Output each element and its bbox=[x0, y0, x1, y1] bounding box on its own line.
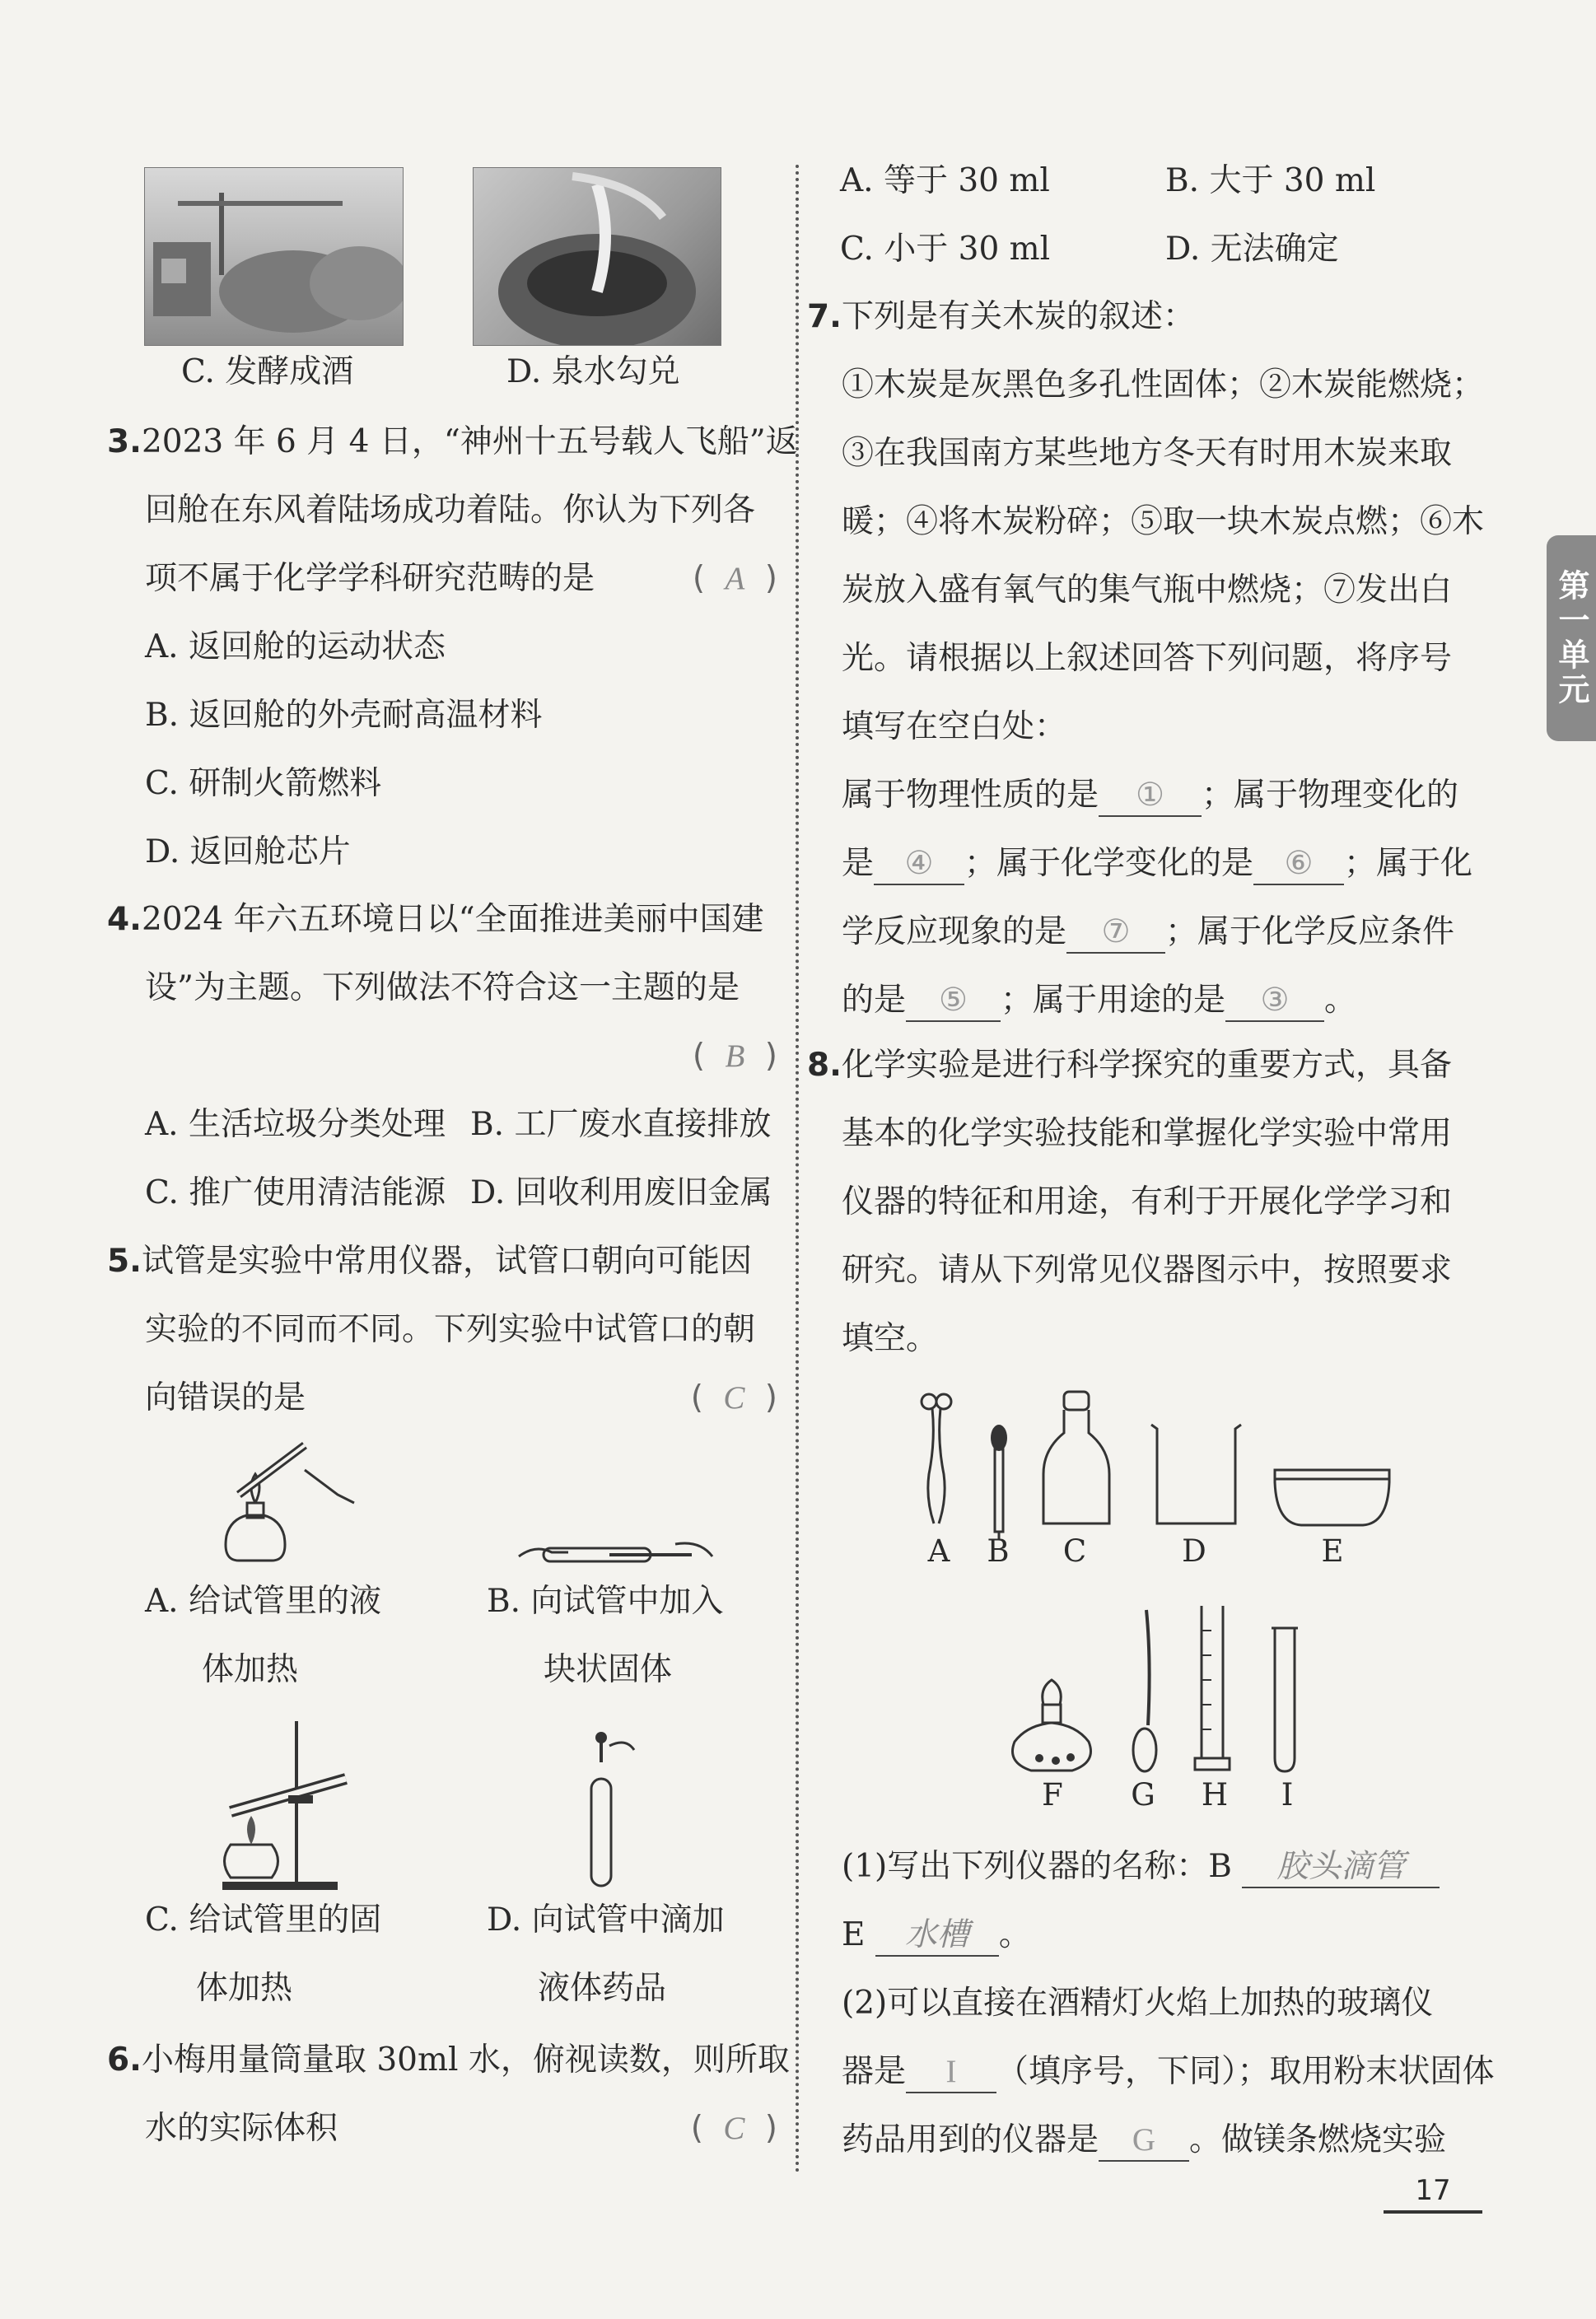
question-number: 5. bbox=[107, 1243, 142, 1280]
question-text: ③在我国南方某些地方冬天有时用木炭来取 bbox=[842, 435, 1453, 472]
question-text: 项不属于化学学科研究范畴的是 bbox=[145, 560, 595, 597]
option-b: B. 工厂废水直接排放 bbox=[470, 1106, 772, 1143]
answer-bracket: ( A ) bbox=[692, 560, 782, 597]
question-text: 填空。 bbox=[842, 1320, 939, 1357]
question-text: 实验的不同而不同。下列实验中试管口的朝 bbox=[145, 1311, 756, 1348]
test-tube-figure bbox=[1268, 1626, 1301, 1775]
question-5 bbox=[107, 1227, 782, 1432]
part-2-text: 。做镁条燃烧实验 bbox=[1189, 2121, 1447, 2158]
answer-blank-5: ⑤ bbox=[906, 982, 1001, 1022]
question-text: 研究。请从下列常见仪器图示中，按照要求 bbox=[842, 1252, 1453, 1289]
dropping-liquid-figure bbox=[576, 1729, 642, 1894]
answer-blank-heating: I bbox=[906, 2053, 996, 2093]
answer-blank-powder: G bbox=[1099, 2121, 1189, 2162]
option-c: C. 推广使用清洁能源 bbox=[145, 1174, 446, 1211]
handwritten-answer: A bbox=[725, 561, 750, 596]
fermentation-photo-drawing bbox=[145, 168, 403, 345]
question-text: 基本的化学实验技能和掌握化学实验中常用 bbox=[842, 1115, 1453, 1152]
figure-label-g: G bbox=[1131, 1777, 1155, 1813]
question-text: 回舱在东风着陆场成功着陆。你认为下列各 bbox=[145, 492, 756, 529]
graduated-cylinder-figure bbox=[1192, 1606, 1233, 1775]
figure-label-b: B bbox=[987, 1533, 1010, 1569]
question-text: 暖；④将木炭粉碎；⑤取一块木炭点燃；⑥木 bbox=[842, 503, 1485, 540]
option-d: D. 无法确定 bbox=[1165, 231, 1339, 268]
option-d: D. 向试管中滴加 bbox=[487, 1901, 725, 1939]
question-text: 下列是有关木炭的叙述： bbox=[841, 298, 1195, 335]
question-number: 4. bbox=[107, 901, 142, 938]
question-text: 仪器的特征和用途，有利于开展化学学习和 bbox=[842, 1183, 1453, 1220]
fill-text: ；属于化学变化的是 bbox=[964, 845, 1254, 882]
heating-solid-figure bbox=[206, 1721, 371, 1894]
question-6-options bbox=[824, 147, 1491, 283]
dropper-figure bbox=[987, 1425, 1011, 1540]
fill-text: 属于物理性质的是 bbox=[842, 777, 1099, 814]
alcohol-lamp-figure bbox=[1006, 1680, 1097, 1775]
answer-blank-4: ⑦ bbox=[1066, 913, 1165, 954]
question-5-options-bottom bbox=[107, 1886, 782, 2023]
question-number: 3. bbox=[107, 423, 142, 460]
water-trough-figure bbox=[1272, 1466, 1392, 1528]
medicine-spoon-figure bbox=[1128, 1610, 1161, 1775]
question-6 bbox=[107, 2026, 790, 2163]
column-divider bbox=[796, 165, 799, 2174]
option-b-cont: 块状固体 bbox=[544, 1651, 673, 1688]
fill-text: ；属于化 bbox=[1344, 845, 1473, 882]
figure-label-e: E bbox=[1321, 1533, 1344, 1569]
option-c-cont: 体加热 bbox=[196, 1970, 293, 2007]
question-number: 6. bbox=[107, 2041, 142, 2079]
fill-text: ；属于用途的是 bbox=[1001, 982, 1226, 1019]
part-2-text: 药品用到的仪器是 bbox=[842, 2121, 1099, 2158]
page-number: 17 bbox=[1384, 2174, 1482, 2214]
question-number: 7. bbox=[807, 298, 842, 335]
figure-label-d: D bbox=[1182, 1533, 1206, 1569]
option-c: C. 研制火箭燃料 bbox=[145, 765, 382, 802]
question-3 bbox=[107, 408, 798, 886]
question-4 bbox=[107, 885, 782, 1227]
option-b: B. 返回舱的外壳耐高温材料 bbox=[145, 697, 543, 734]
question-5-options-top bbox=[107, 1567, 782, 1704]
question-8 bbox=[807, 1031, 1474, 1373]
option-c: C. 小于 30 ml bbox=[840, 231, 1051, 268]
figure-label-f: F bbox=[1042, 1777, 1063, 1813]
figure-label-a: A bbox=[927, 1533, 950, 1569]
figure-label-i: I bbox=[1281, 1777, 1294, 1813]
question-8-parts bbox=[842, 1832, 1495, 2174]
handwritten-answer: C bbox=[723, 1380, 750, 1416]
handwritten-answer: C bbox=[723, 2111, 750, 2146]
option-d-cont: 液体药品 bbox=[538, 1970, 667, 2007]
question-text: 水的实际体积 bbox=[145, 2110, 338, 2147]
spring-water-photo-drawing bbox=[474, 168, 721, 345]
question-text: 炭放入盛有氧气的集气瓶中燃烧；⑦发出白 bbox=[842, 572, 1453, 609]
fill-text: 。 bbox=[1324, 982, 1357, 1019]
answer-blank-3: ⑥ bbox=[1253, 845, 1344, 885]
answer-blank-b: 胶头滴管 bbox=[1242, 1848, 1440, 1888]
option-c: C. 给试管里的固 bbox=[145, 1901, 382, 1939]
answer-bracket: ( B ) bbox=[692, 1038, 782, 1075]
spring-water-photo bbox=[473, 167, 721, 346]
figure-label-c: C bbox=[1062, 1533, 1087, 1569]
handwritten-answer: B bbox=[725, 1038, 750, 1074]
answer-blank-2: ④ bbox=[874, 845, 964, 885]
question-text: 试管是实验中常用仪器，试管口朝向可能因 bbox=[141, 1243, 752, 1280]
fill-text: 学反应现象的是 bbox=[842, 913, 1067, 950]
heating-liquid-figure bbox=[206, 1437, 371, 1585]
question-7 bbox=[807, 282, 1485, 1034]
option-a: A. 生活垃圾分类处理 bbox=[145, 1106, 446, 1143]
part-2-text: （填序号，下同）；取用粉末状固体 bbox=[996, 2053, 1495, 2090]
part-1-text: (1)写出下列仪器的名称：B bbox=[842, 1848, 1232, 1885]
question-text: 填写在空白处： bbox=[842, 708, 1067, 745]
option-a: A. 返回舱的运动状态 bbox=[145, 628, 446, 665]
question-text: 向错误的是 bbox=[145, 1379, 306, 1416]
question-text: 化学实验是进行科学探究的重要方式，具备 bbox=[841, 1047, 1452, 1084]
question-number: 8. bbox=[807, 1047, 842, 1084]
spring-water-caption: D. 泉水勾兑 bbox=[506, 353, 680, 390]
fill-text: ；属于化学反应条件 bbox=[1165, 913, 1455, 950]
option-b: B. 向试管中加入 bbox=[487, 1583, 724, 1620]
fill-text: 的是 bbox=[842, 982, 907, 1019]
answer-bracket: ( C ) bbox=[690, 1379, 782, 1416]
part-1-end: 。 bbox=[998, 1916, 1031, 1953]
part-2-text: (2)可以直接在酒精灯火焰上加热的玻璃仪 bbox=[842, 1985, 1434, 2022]
unit-side-tab: 第一单元 bbox=[1547, 535, 1596, 741]
option-d: D. 返回舱芯片 bbox=[145, 833, 351, 870]
question-text: 光。请根据以上叙述回答下列问题，将序号 bbox=[842, 640, 1453, 677]
reagent-bottle-figure bbox=[1039, 1392, 1113, 1528]
answer-blank-e: 水槽 bbox=[875, 1916, 999, 1957]
beaker-figure bbox=[1149, 1421, 1244, 1528]
answer-blank-1: ① bbox=[1099, 777, 1202, 817]
answer-blank-6: ③ bbox=[1225, 982, 1324, 1022]
fermentation-caption: C. 发酵成酒 bbox=[181, 353, 354, 390]
option-a: A. 给试管里的液 bbox=[145, 1583, 381, 1620]
question-text: 设”为主题。下列做法不符合这一主题的是 bbox=[145, 969, 740, 1006]
option-b: B. 大于 30 ml bbox=[1165, 162, 1376, 199]
question-text: 小梅用量筒量取 30ml 水，俯视读数，则所取 bbox=[141, 2041, 790, 2079]
option-a: A. 等于 30 ml bbox=[840, 162, 1050, 199]
question-text: 2024 年六五环境日以“全面推进美丽中国建 bbox=[141, 901, 764, 938]
question-text: ①木炭是灰黑色多孔性固体；②木炭能燃烧； bbox=[842, 366, 1485, 404]
fermentation-photo bbox=[144, 167, 404, 346]
part-2-text: 器是 bbox=[842, 2053, 907, 2090]
fill-text: ；属于物理变化的 bbox=[1202, 777, 1459, 814]
question-text: 2023 年 6 月 4 日，“神州十五号载人飞船”返 bbox=[141, 423, 798, 460]
option-d: D. 回收利用废旧金属 bbox=[470, 1174, 772, 1211]
figure-label-h: H bbox=[1201, 1777, 1229, 1813]
fill-text: 是 bbox=[842, 845, 875, 882]
answer-bracket: ( C ) bbox=[690, 2110, 782, 2147]
crucible-tongs-figure bbox=[921, 1392, 954, 1532]
part-1-e-label: E bbox=[842, 1916, 866, 1953]
option-a-cont: 体加热 bbox=[202, 1651, 299, 1688]
